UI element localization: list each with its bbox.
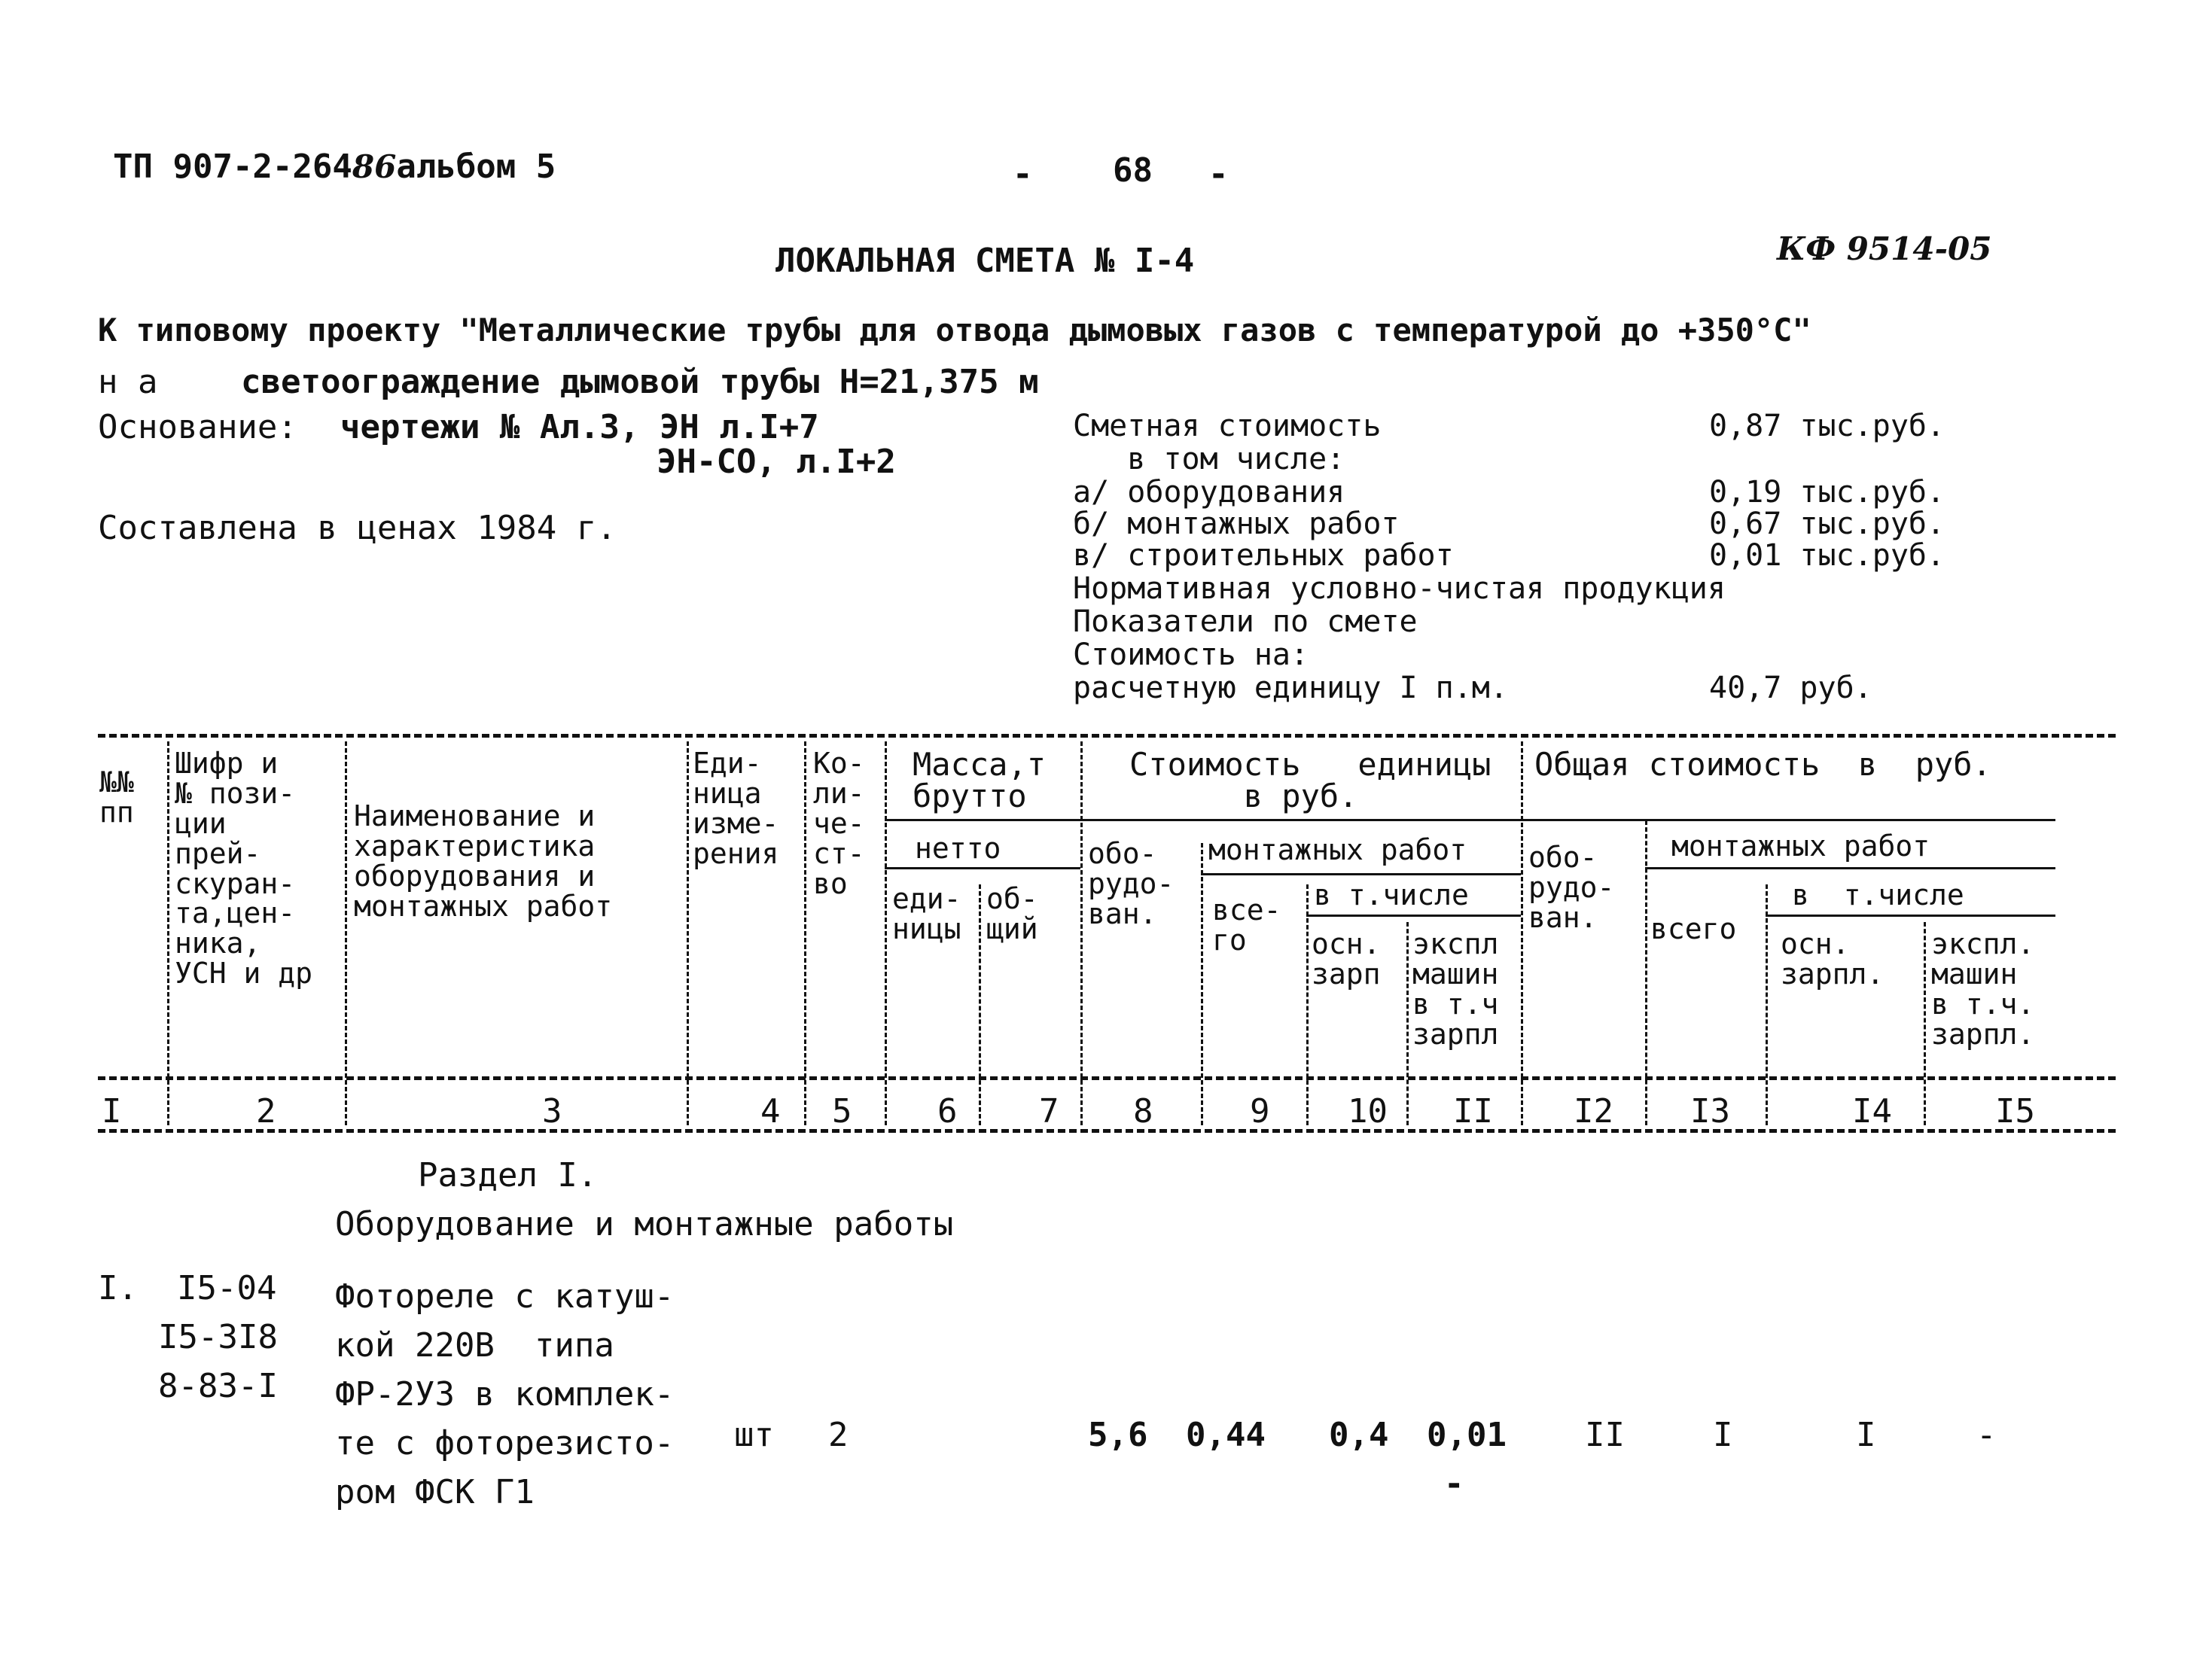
cost-summary-label: расчетную единицу I п.м. [1073,671,1508,705]
col-number: 3 [542,1092,562,1131]
row-quantity: 2 [828,1416,849,1454]
cost-summary-value: 0,01 тыс.руб. [1709,538,1945,573]
column-divider [1306,884,1309,1125]
col-header-unit-incl: в т.числе [1314,878,1469,912]
col-number: 4 [760,1092,781,1131]
cost-summary-label: а/ оборудования [1073,475,1345,510]
col-header-total-equipment: обо- рудо- ван. [1528,841,1615,934]
column-divider [885,741,887,1125]
dash-right: - [1208,155,1229,193]
col-header-code: Шифр и № пози- ции прей- скуран- та,цен- ника, УСН и др [175,747,313,991]
row-total-install: I [1713,1416,1733,1454]
col-header-total-base-pay: осн. зарпл. [1781,927,1885,991]
col-header-mass-total: об- щий [986,882,1038,945]
table-numbers-rule [98,1129,2116,1133]
column-divider [1924,922,1926,1125]
table-header-rule [98,1076,2116,1080]
estimate-title: ЛОКАЛЬНАЯ СМЕТА № I-4 [775,242,1195,280]
total-incl-rule [1766,915,2055,917]
cost-summary-label: Стоимость на: [1073,638,1309,672]
col-header-unit-cost: Стоимость единицы в руб. [1129,746,1491,814]
project-line-1: К типовому проекту "Металлические трубы для отвода дымовых газов с температурой до +350°С" [98,312,1811,348]
cost-summary-value: 0,67 тыс.руб. [1709,507,1945,541]
section-title: Раздел I. [418,1156,598,1195]
col-header-total-install-total: всего [1650,912,1737,945]
row-base-pay: 0,4 [1329,1416,1389,1454]
col-number: I3 [1690,1092,1730,1131]
col-header-total-install: монтажных работ [1671,829,1930,863]
doc-code-handwritten: 86 [352,148,397,185]
row-code: 8-83-I [158,1367,278,1405]
column-divider [167,741,169,1125]
unit-install-rule [1201,873,1521,875]
col-number: 6 [937,1092,958,1131]
archive-stamp: КФ 9514-05 [1777,230,1992,267]
row-code: I5-04 [177,1269,277,1307]
row-total-machines: - [1976,1416,1997,1454]
col-header-mass-net: нетто [915,832,1001,865]
col-number: I2 [1574,1092,1613,1131]
column-divider [1201,843,1203,1125]
basis-prices: Составлена в ценах 1984 г. [98,509,617,547]
column-divider [1406,922,1409,1125]
col-number: 10 [1348,1092,1388,1131]
col-header-unit-install: монтажных работ [1208,833,1467,866]
col-header-number: №№ пп [99,765,134,829]
cost-summary-value: 0,19 тыс.руб. [1709,475,1945,510]
column-divider [1766,884,1768,1125]
col-number: 5 [832,1092,852,1131]
col-header-total-machines: экспл. машин в т.ч. зарпл. [1931,927,2035,1051]
total-cost-group-rule [1521,819,2055,821]
col-header-unit-equipment: обо- рудо- ван. [1088,837,1175,930]
project-line-2: светоограждение дымовой трубы Н=21,375 м [241,363,1039,401]
col-number: I5 [1995,1092,2035,1131]
total-install-rule [1645,867,2055,869]
row-number: I. [98,1269,138,1307]
cost-summary-label: в/ строительных работ [1073,538,1454,573]
col-header-mass-unit: еди- ницы [892,882,961,945]
col-number: I [102,1092,122,1131]
col-number: 9 [1250,1092,1270,1131]
row-machine-cost: 0,01 [1427,1416,1507,1454]
column-divider [804,741,806,1125]
col-number: 7 [1039,1092,1059,1131]
column-divider [1521,741,1523,1125]
row-total-equipment: II [1585,1416,1625,1454]
mass-group-rule [885,819,1080,821]
column-divider [345,741,347,1125]
table-top-rule [98,734,2116,738]
column-divider [687,741,689,1125]
col-number: 8 [1133,1092,1153,1131]
cost-summary-label: Нормативная условно-чистая продукция [1073,571,1726,606]
row-unit: шт [734,1416,774,1454]
col-number: 2 [256,1092,276,1131]
col-header-total-cost: Общая стоимость в руб. [1534,746,1991,783]
page-number: 68 [1113,151,1153,190]
row-item-name: Фотореле с катуш- кой 220В типа ФР-2УЗ в комплек- те с фоторезисто- ром ФСК Г1 [335,1277,675,1511]
basis-label: Основание: [98,408,297,446]
unit-cost-group-rule [1080,819,1521,821]
row-equipment-cost: 5,6 [1088,1416,1148,1454]
cost-summary-value: 0,87 тыс.руб. [1709,409,1945,443]
row-code: I5-3I8 [158,1318,278,1356]
row-machine-pay: - [1444,1465,1464,1503]
column-divider [1080,741,1083,1125]
col-header-mass-gross: Масса,т брутто [913,746,1047,814]
col-number: I4 [1852,1092,1892,1131]
dash-left: - [1013,155,1033,193]
col-header-unit-base-pay: осн. зарп [1312,927,1381,991]
project-line-2-prefix: н а [98,363,158,401]
col-header-unit: Еди- ница изме- рения [693,747,779,870]
column-divider [979,884,981,1125]
col-header-unit-machines: экспл машин в т.ч зарпл [1412,927,1499,1051]
cost-summary-value: 40,7 руб. [1709,671,1872,705]
doc-code: ТП 907-2-26486альбом 5 [113,148,556,186]
column-divider [1645,820,1647,1125]
row-total-base-pay: I [1856,1416,1876,1454]
section-subtitle: Оборудование и монтажные работы [335,1205,954,1243]
unit-incl-rule [1306,915,1521,917]
col-header-name: Наименование и характеристика оборудования и монтажных работ [354,799,613,923]
cost-summary-label: в том числе: [1073,442,1345,476]
col-header-unit-install-total: все- го [1212,893,1281,957]
basis-drawings-1: чертежи № Ал.3, ЭН л.I+7 [340,408,819,446]
col-number: II [1453,1092,1493,1131]
basis-drawings-2: ЭН-СО, л.I+2 [657,443,896,481]
cost-summary-label: Сметная стоимость [1073,409,1382,443]
col-header-total-incl: в т.числе [1792,878,1964,912]
cost-summary-label: Показатели по смете [1073,604,1418,639]
cost-summary-label: б/ монтажных работ [1073,507,1400,541]
mass-netto-rule [885,867,1080,869]
col-header-quantity: Ко- ли- че- ст- во [813,747,865,900]
row-install-cost: 0,44 [1186,1416,1266,1454]
